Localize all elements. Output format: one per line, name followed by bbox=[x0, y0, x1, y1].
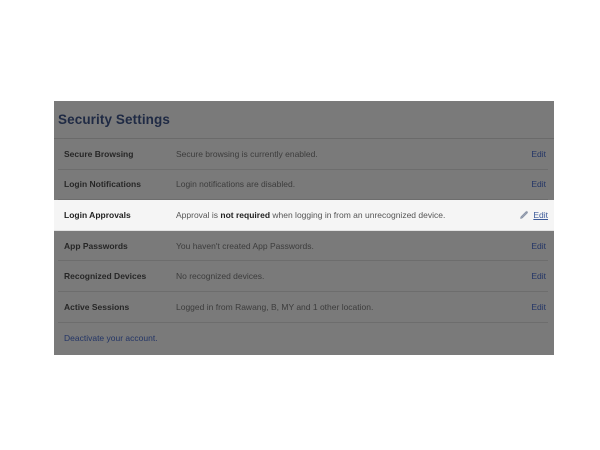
edit-link-recognized-devices[interactable]: Edit bbox=[531, 271, 546, 282]
settings-row-active-sessions[interactable] bbox=[58, 292, 548, 323]
row-action bbox=[519, 210, 550, 220]
settings-list bbox=[58, 139, 548, 323]
row-description: Secure browsing is currently enabled. bbox=[176, 148, 318, 159]
row-label: Recognized Devices bbox=[64, 271, 147, 282]
pencil-icon[interactable] bbox=[519, 210, 529, 220]
row-label: Login Notifications bbox=[64, 179, 141, 190]
description-prefix: Approval is bbox=[176, 209, 221, 220]
panel-footer bbox=[54, 323, 554, 353]
description-suffix: when logging in from an unrecognized device. bbox=[270, 209, 446, 220]
row-action bbox=[531, 149, 548, 159]
row-description: No recognized devices. bbox=[176, 271, 265, 282]
row-description: You haven't created App Passwords. bbox=[176, 240, 314, 251]
row-description: Logged in from Rawang, B, MY and 1 other location. bbox=[176, 301, 374, 312]
edit-link-active-sessions[interactable]: Edit bbox=[531, 301, 546, 312]
security-settings-panel bbox=[54, 101, 554, 355]
edit-link-login-notifications[interactable]: Edit bbox=[531, 179, 546, 190]
row-label: Active Sessions bbox=[64, 301, 130, 312]
page-title: Security Settings bbox=[58, 112, 170, 127]
settings-row-app-passwords[interactable] bbox=[58, 231, 548, 262]
description-emphasis: not required bbox=[220, 209, 271, 220]
row-label: Login Approvals bbox=[64, 209, 131, 220]
settings-row-secure-browsing[interactable] bbox=[58, 139, 548, 170]
settings-row-recognized-devices[interactable] bbox=[58, 261, 548, 292]
edit-link-app-passwords[interactable]: Edit bbox=[531, 240, 546, 251]
edit-link-login-approvals[interactable]: Edit bbox=[533, 209, 548, 220]
row-action bbox=[531, 271, 548, 281]
row-label: Secure Browsing bbox=[64, 148, 134, 159]
row-action bbox=[531, 179, 548, 189]
row-description: Login notifications are disabled. bbox=[176, 179, 296, 190]
edit-link-secure-browsing[interactable]: Edit bbox=[531, 148, 546, 159]
row-action bbox=[531, 302, 548, 312]
row-description bbox=[176, 210, 519, 220]
row-label: App Passwords bbox=[64, 240, 128, 251]
panel-header bbox=[54, 101, 554, 139]
row-action bbox=[531, 241, 548, 251]
settings-row-login-notifications[interactable] bbox=[58, 170, 548, 201]
settings-row-login-approvals[interactable] bbox=[54, 200, 554, 231]
deactivate-account-link[interactable]: Deactivate your account. bbox=[64, 332, 158, 343]
